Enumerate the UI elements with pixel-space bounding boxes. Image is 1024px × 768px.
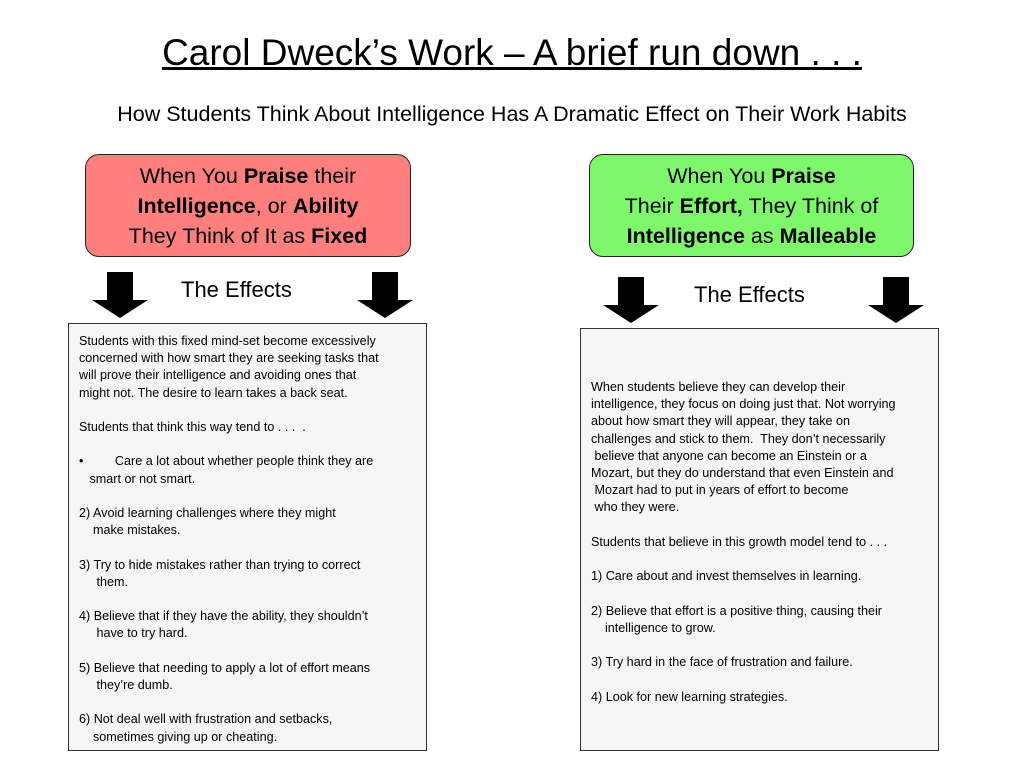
growth-mindset-effects-panel [580, 328, 939, 751]
effects-label-fixed: The Effects [181, 277, 292, 302]
panel-text-line: sometimes giving up or cheating. [79, 729, 278, 744]
praise-effort-line-3: Intelligence as Malleable [626, 224, 877, 248]
panel-text-line [591, 551, 932, 568]
panel-text-line: who they were. [591, 500, 680, 515]
praise-ability-line-2: Intelligence, or Ability [137, 194, 359, 218]
panel-text-line [79, 436, 420, 453]
panel-text-line: Students with this fixed mind-set become excessively [79, 334, 376, 348]
panel-text-line: 3) Try to hide mistakes rather than trying to correct [79, 557, 361, 572]
down-arrow-icon [92, 272, 148, 318]
panel-text-line [79, 694, 420, 711]
panel-text-line: might not. The desire to learn takes a back seat. [79, 385, 348, 400]
panel-text-line: have to try hard. [79, 626, 188, 641]
panel-text-line: make mistakes. [79, 523, 181, 538]
panel-text-line: them. [79, 574, 128, 589]
panel-text-line [79, 539, 420, 556]
panel-text-line: Students that believe in this growth model tend to . . . [591, 534, 888, 549]
down-arrow-icon [603, 277, 659, 323]
panel-text-line: Mozart had to put in years of effort to become [591, 483, 849, 498]
panel-text-line [79, 591, 420, 608]
slide-subtitle: How Students Think About Intelligence Has A Dramatic Effect on Their Work Habits [117, 102, 907, 126]
panel-text-line: 2) Avoid learning challenges where they might [79, 505, 336, 520]
panel-text-line: 5) Believe that needing to apply a lot of effort means [79, 660, 371, 675]
panel-text-line: 1) Care about and invest themselves in learning. [591, 569, 862, 584]
panel-text-line: Mozart, but they do understand that even Einstein and [591, 466, 894, 481]
panel-text-line: 3) Try hard in the face of frustration and failure. [591, 655, 853, 670]
praise-ability-line-1: When You Praise their [139, 164, 357, 188]
praise-effort-line-2: Their Effort, They Think of [624, 194, 879, 218]
praise-ability-line-3: They Think of It as Fixed [128, 224, 368, 248]
panel-text-line: intelligence to grow. [591, 620, 716, 635]
panel-text-line: Students that think this way tend to . . . . [79, 420, 306, 434]
panel-text-line: believe that anyone can become an Einstein or a [591, 448, 867, 463]
praise-ability-box [85, 154, 411, 257]
panel-text-line: 4) Believe that if they have the ability, they shouldn’t [79, 609, 368, 624]
panel-text-line [591, 637, 932, 654]
panel-text-line [79, 402, 420, 419]
down-arrow-icon [868, 277, 924, 323]
panel-text-line: intelligence, they focus on doing just that. Not worrying [591, 397, 896, 412]
panel-text-line: 2) Believe that effort is a positive thing, causing their [591, 603, 882, 618]
panel-text-line [591, 517, 932, 534]
praise-effort-line-1: When You Praise [667, 164, 836, 188]
praise-effort-box [589, 154, 914, 257]
panel-text-line [79, 643, 420, 660]
panel-text-line: about how smart they will appear, they take on [591, 414, 851, 429]
panel-text-line: When students believe they can develop their [591, 380, 846, 394]
panel-text-line: 4) Look for new learning strategies. [591, 689, 788, 704]
down-arrow-icon [357, 272, 413, 318]
panel-text-line: concerned with how smart they are seeking tasks that [79, 351, 379, 366]
panel-text-line: challenges and stick to them. They don’t necessarily [591, 431, 886, 446]
panel-text-line: • Care a lot about whether people think they are [79, 454, 374, 469]
panel-text-line: will prove their intelligence and avoiding ones that [79, 368, 357, 383]
panel-text-line [591, 671, 932, 688]
fixed-mindset-effects-panel [68, 323, 427, 751]
panel-text-line [79, 488, 420, 505]
effects-label-growth: The Effects [694, 282, 805, 307]
slide-title: Carol Dweck’s Work – A brief run down . . . [162, 32, 862, 73]
panel-text-line: they’re dumb. [79, 677, 173, 692]
panel-text-line: 6) Not deal well with frustration and setbacks, [79, 712, 333, 727]
panel-text-line: smart or not smart. [79, 471, 196, 486]
panel-text-line [591, 585, 932, 602]
